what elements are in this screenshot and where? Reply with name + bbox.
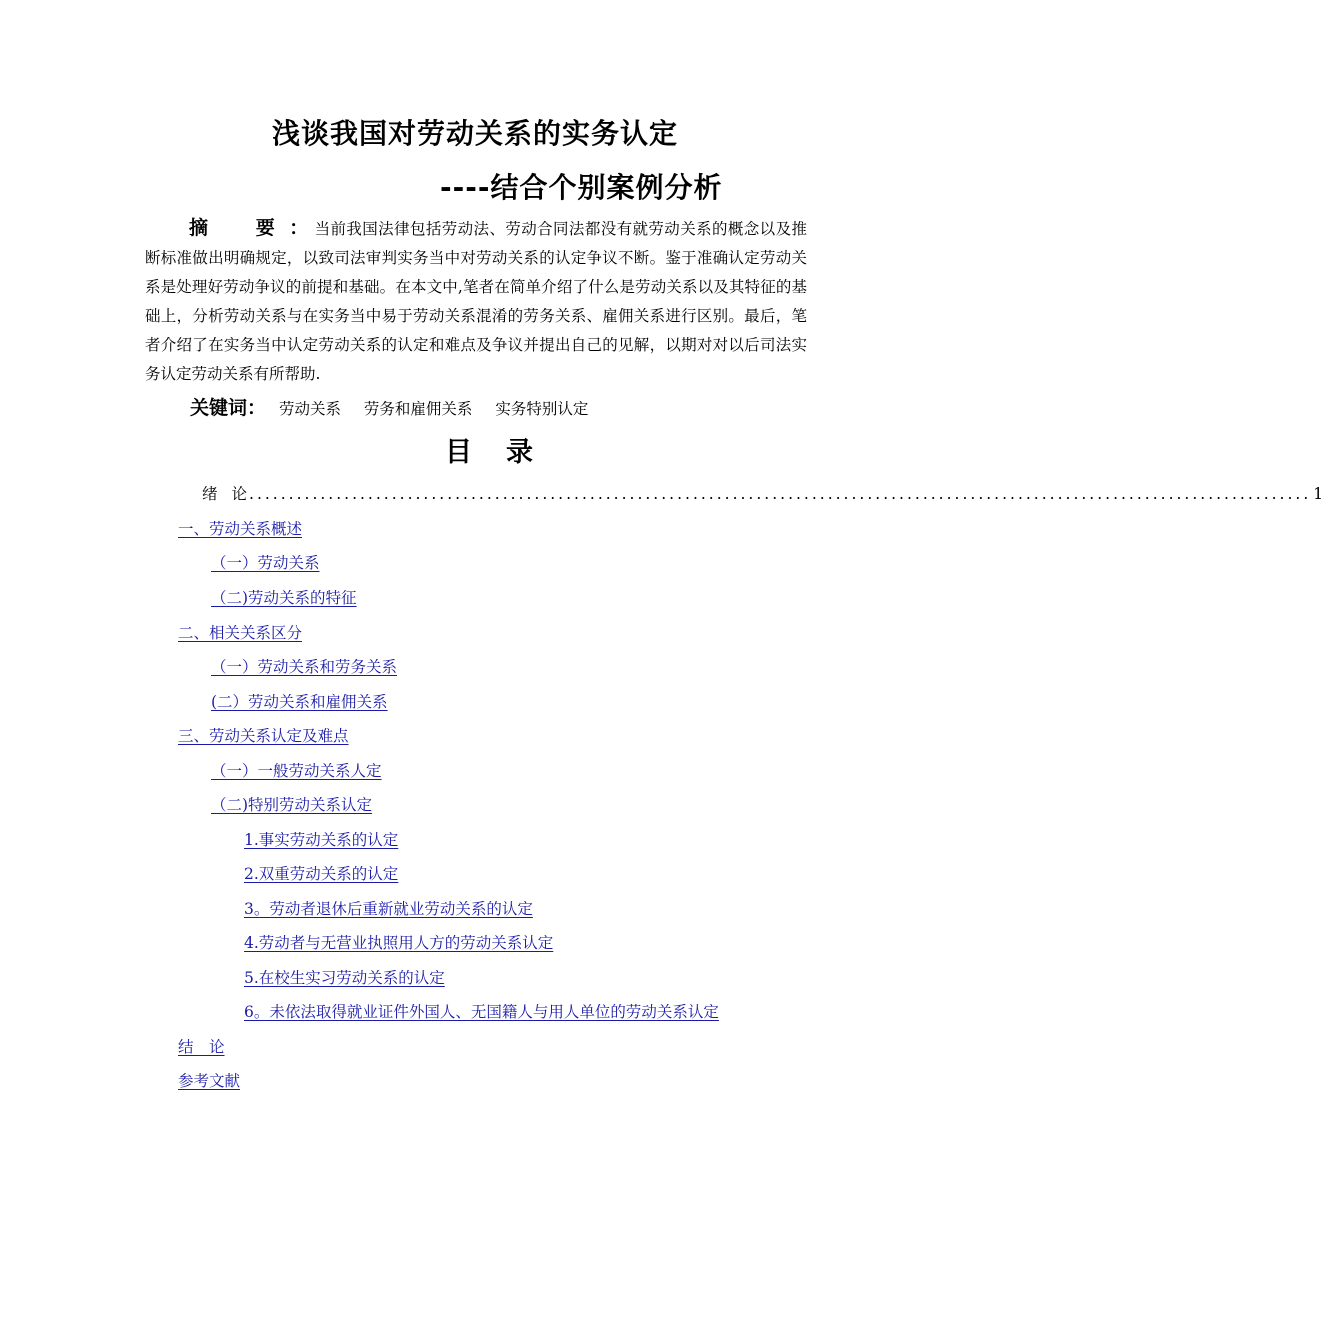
document-title: 浅谈我国对劳动关系的实务认定 [271, 117, 678, 150]
toc-link[interactable]: 3。劳动者退休后重新就业劳动关系的认定 [244, 900, 533, 918]
abstract-section [145, 214, 807, 389]
toc-entry-introduction[interactable] [202, 482, 1323, 504]
document-subtitle: ----结合个别案例分析 [440, 171, 723, 204]
toc-link[interactable]: 2.双重劳动关系的认定 [244, 865, 399, 883]
toc-entry-label: 论 [231, 485, 248, 503]
toc-link[interactable]: 结 论 [178, 1038, 225, 1056]
toc-link[interactable]: （二)特别劳动关系认定 [211, 796, 373, 814]
toc-link[interactable]: （一）劳动关系 [211, 554, 320, 572]
toc-link[interactable]: 参考文献 [178, 1072, 241, 1090]
toc-link[interactable]: 1.事实劳动关系的认定 [244, 831, 399, 849]
toc-entry-label: 绪 [202, 485, 232, 503]
toc-title: 目录 [445, 437, 567, 468]
toc-link[interactable]: 6。未依法取得就业证件外国人、无国籍人与用人单位的劳动关系认定 [244, 1003, 719, 1021]
abstract-text: 当前我国法律包括劳动法、劳动合同法都没有就劳动关系的概念以及推断标准做出明确规定，以致司法审判实务当中对劳动关系的认定争议不断。鉴于准确认定劳动关系是处理好劳动争议的前提和基础。在本文中,笔者在简单介绍了什么是劳动关系以及其特征的基础上，分析劳动关系与在实务当中易于劳动关系混淆的劳务关系、雇佣关系进行区别。最后，笔者介绍了在实务当中认定劳动关系的认定和难点及争议并提出自己的见解，以期对对以后司法实务认定劳动关系有所帮助. [145, 220, 807, 383]
keywords-section [190, 393, 606, 420]
toc-link[interactable]: （一）劳动关系和劳务关系 [211, 658, 398, 676]
toc-link[interactable]: 4.劳动者与无营业执照用人方的劳动关系认定 [244, 934, 554, 952]
toc-link[interactable]: （二)劳动关系的特征 [211, 589, 357, 607]
toc-link[interactable]: 二、相关关系区分 [178, 624, 303, 642]
keyword-item: 劳动关系 [278, 400, 341, 418]
toc-page-number: 1 [1313, 485, 1323, 503]
keyword-item: 实务特别认定 [495, 400, 589, 418]
toc-link[interactable]: 5.在校生实习劳动关系的认定 [244, 969, 445, 987]
toc-link[interactable]: （一）一般劳动关系人定 [211, 762, 382, 780]
abstract-label: 摘 要： [189, 217, 309, 239]
toc-link[interactable]: (二）劳动关系和雇佣关系 [211, 693, 388, 711]
keywords-label: 关键词： [190, 397, 267, 419]
toc-link[interactable]: 三、劳动关系认定及难点 [178, 727, 349, 745]
toc-link[interactable]: 一、劳动关系概述 [178, 520, 303, 538]
toc-leader-dots: ...................................................................................................................................... [249, 485, 1312, 503]
keyword-item: 劳务和雇佣关系 [363, 400, 473, 418]
